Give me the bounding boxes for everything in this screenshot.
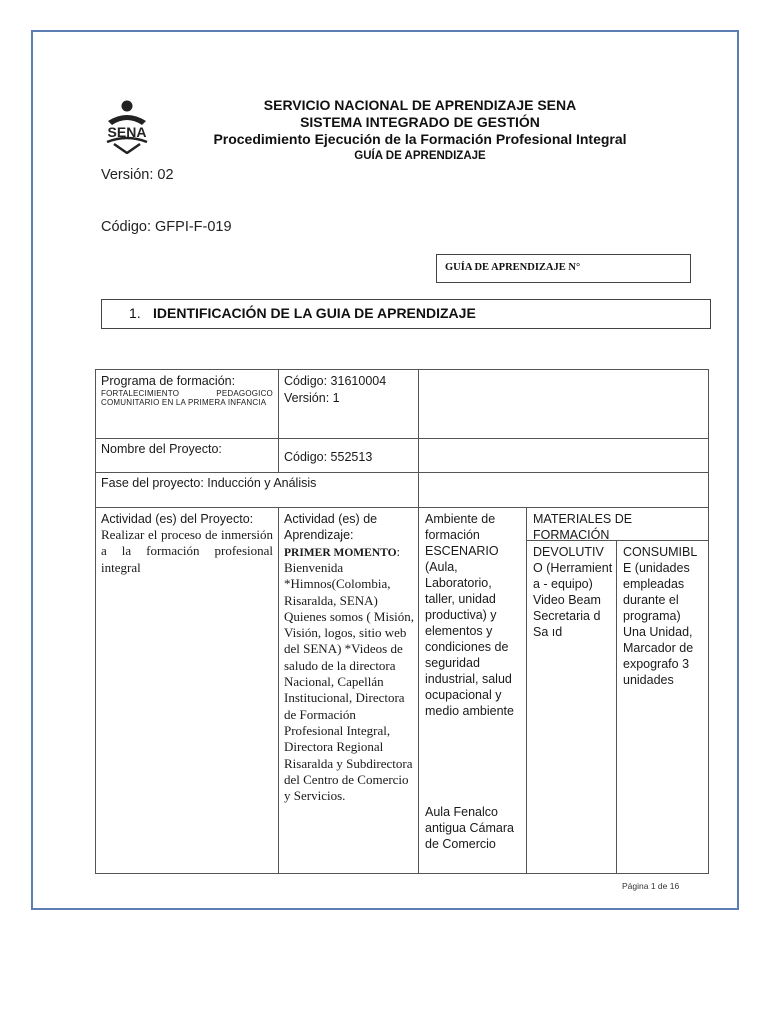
- programa-codigo: Código: 31610004: [284, 374, 387, 388]
- actividad-aprendizaje-label: Actividad (es) de Aprendizaje:: [284, 512, 378, 542]
- materiales-label: MATERIALES DE FORMACIÓN: [533, 512, 633, 542]
- ambiente-text: Ambiente de formación ESCENARIO (Aula, Laboratorio, taller, unidad productiva) y elementos y condiciones de seguridad industrial, salud ocupacional y medio ambiente: [425, 512, 514, 718]
- actividad-proyecto-label: Actividad (es) del Proyecto:: [101, 512, 254, 526]
- doc-version: Versión: 02: [101, 167, 174, 183]
- programa-version: Versión: 1: [284, 391, 340, 405]
- identification-table: [95, 369, 709, 874]
- proyecto-codigo: Código: 552513: [284, 450, 373, 464]
- consumible-text: CONSUMIBL E (unidades empleadas durante el programa) Una Unidad, Marcador de expografo 3 unidades: [623, 545, 697, 687]
- guide-number-box: GUÍA DE APRENDIZAJE N°: [436, 254, 691, 283]
- primer-momento: PRIMER MOMENTO: [284, 547, 397, 559]
- actividad-proyecto-text: Realizar el proceso de inmersión a la formación profesional integral: [101, 527, 273, 575]
- fase-proyecto: Fase del proyecto: Inducción y Análisis: [101, 476, 317, 490]
- sena-logo-text: SENA: [107, 124, 147, 140]
- section-heading: [101, 299, 711, 329]
- programa-name: FORTALECIMIENTO PEDAGOGICO COMUNITARIO EN LA PRIMERA INFANCIA: [101, 389, 273, 407]
- section-number: 1.: [129, 305, 141, 321]
- page-number: Página 1 de 16: [622, 881, 680, 891]
- primer-momento-colon: :: [396, 544, 401, 559]
- section-title: IDENTIFICACIÓN DE LA GUIA DE APRENDIZAJE: [153, 305, 476, 321]
- header-doc-type: GUÍA DE APRENDIZAJE: [354, 150, 486, 162]
- ambiente-lugar: Aula Fenalco antigua Cámara de Comercio: [425, 805, 514, 851]
- actividad-aprendizaje-text: Bienvenida *Himnos(Colombia, Risaralda, SENA) Quienes somos ( Misión, Visión, logos, sitio web del SENA) *Videos de saludo de la directora Nacional, Capellán Institucional, Directora de Formación Profesional Integral, Directora Regional Risaralda y Subdirectora del Centro de Comercio y Servicios.: [284, 560, 414, 804]
- sena-logo: [98, 98, 156, 154]
- header-procedure: Procedimiento Ejecución de la Formación Profesional Integral: [213, 131, 627, 147]
- header-institution: SERVICIO NACIONAL DE APRENDIZAJE SENA: [263, 97, 577, 113]
- devolutivo-text: DEVOLUTIV O (Herramient a - equipo) Video Beam Secretaria d Sa ıd: [533, 545, 613, 639]
- programa-label: Programa de formación:: [101, 374, 236, 388]
- header-system: SISTEMA INTEGRADO DE GESTIÓN: [300, 114, 540, 130]
- proyecto-label: Nombre del Proyecto:: [101, 442, 222, 456]
- doc-code: Código: GFPI-F-019: [101, 219, 232, 235]
- primer-momento-line: [284, 544, 414, 561]
